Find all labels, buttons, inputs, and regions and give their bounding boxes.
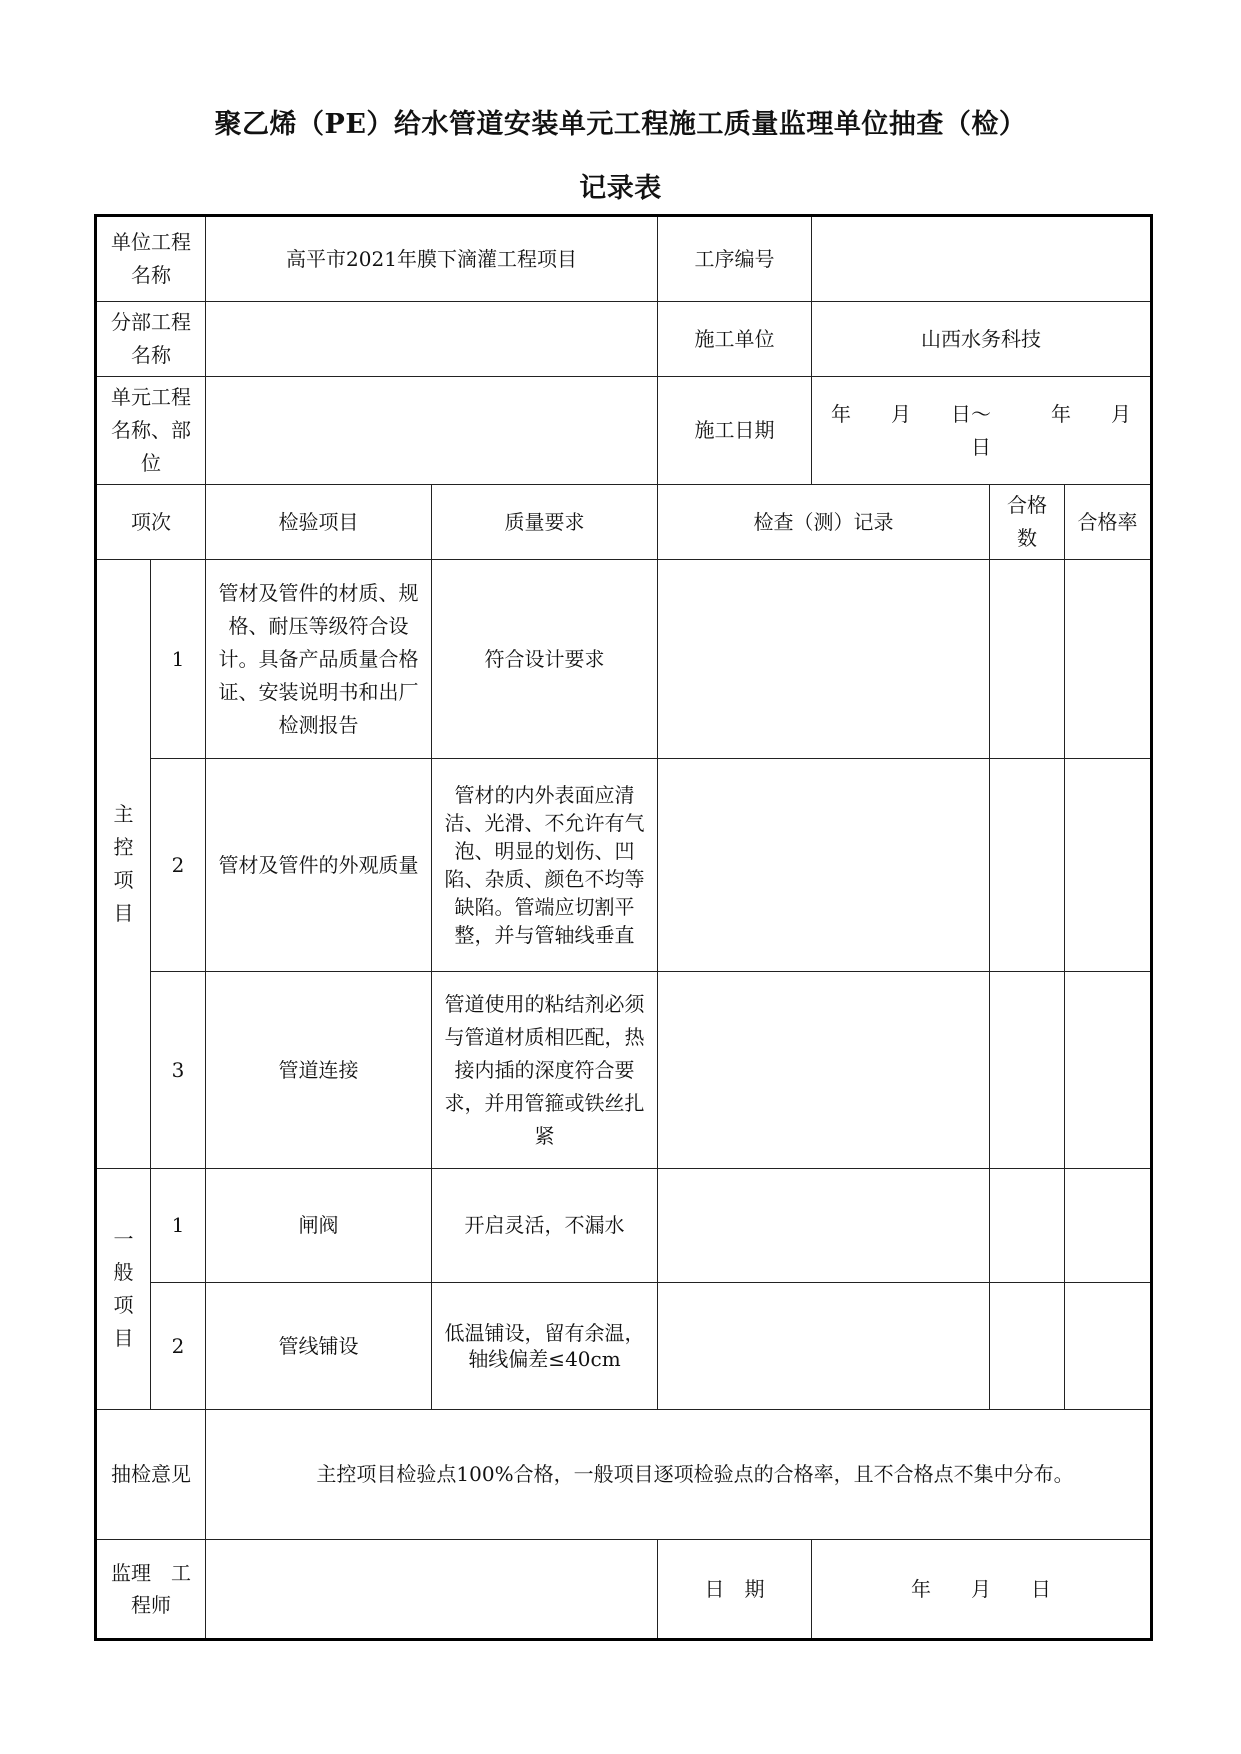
- main-item-no: 3: [151, 972, 206, 1169]
- general-item-no: 1: [151, 1169, 206, 1283]
- table-row: [96, 1283, 1152, 1410]
- general-item-no: 2: [151, 1283, 206, 1410]
- signature-date-value[interactable]: 年 月 日: [812, 1540, 1152, 1640]
- main-item-no: 2: [151, 759, 206, 972]
- main-item-no: 1: [151, 560, 206, 759]
- general-item-record[interactable]: [658, 1283, 990, 1410]
- signature-row: [96, 1540, 1152, 1640]
- opinion-label: 抽检意见: [96, 1410, 206, 1540]
- main-item-check: 管材及管件的材质、规格、耐压等级符合设计。具备产品质量合格证、安装说明书和出厂检测报告: [206, 560, 432, 759]
- general-item-pass-rate[interactable]: [1065, 1169, 1152, 1283]
- general-item-pass-count[interactable]: [990, 1283, 1065, 1410]
- main-item-check: 管道连接: [206, 972, 432, 1169]
- main-item-pass-rate[interactable]: [1065, 560, 1152, 759]
- form-title-line1: 聚乙烯（PE）给水管道安装单元工程施工质量监理单位抽查（检）: [214, 109, 1027, 140]
- table-row: [96, 759, 1152, 972]
- header-row-unit-project: [96, 216, 1152, 302]
- construction-date-value[interactable]: 年 月 日～ 年 月 日: [812, 377, 1152, 485]
- main-item-pass-count[interactable]: [990, 759, 1065, 972]
- process-no-label: 工序编号: [658, 216, 812, 302]
- header-row-sub-project: [96, 302, 1152, 377]
- main-item-pass-count[interactable]: [990, 972, 1065, 1169]
- main-item-pass-rate[interactable]: [1065, 759, 1152, 972]
- main-item-requirement: 管道使用的粘结剂必须与管道材质相匹配，热接内插的深度符合要求，并用管箍或铁丝扎紧: [432, 972, 658, 1169]
- contractor-value[interactable]: 山西水务科技: [812, 302, 1152, 377]
- signature-date-label: 日 期: [658, 1540, 812, 1640]
- col-record: 检查（测）记录: [658, 485, 990, 560]
- element-label: 单元工程名称、部位: [96, 377, 206, 485]
- unit-project-value[interactable]: 高平市2021年膜下滴灌工程项目: [206, 216, 658, 302]
- inspection-record-table: [94, 214, 1171, 1641]
- general-item-requirement: 低温铺设，留有余温，轴线偏差≤40cm: [432, 1283, 658, 1410]
- general-item-pass-rate[interactable]: [1065, 1283, 1152, 1410]
- table-row: [96, 972, 1152, 1169]
- opinion-text[interactable]: 主控项目检验点100%合格，一般项目逐项检验点的合格率，且不合格点不集中分布。: [206, 1410, 1152, 1540]
- construction-date-label: 施工日期: [658, 377, 812, 485]
- general-item-requirement: 开启灵活，不漏水: [432, 1169, 658, 1283]
- form-title-line2: 记录表: [579, 173, 662, 204]
- col-requirement: 质量要求: [432, 485, 658, 560]
- main-item-pass-count[interactable]: [990, 560, 1065, 759]
- engineer-label: 监理 工程师: [96, 1540, 206, 1640]
- general-items-group-label: 一 般 项 目: [96, 1169, 151, 1410]
- opinion-row: [96, 1410, 1152, 1540]
- general-item-check: 管线铺设: [206, 1283, 432, 1410]
- main-item-requirement: 符合设计要求: [432, 560, 658, 759]
- general-item-check: 闸阀: [206, 1169, 432, 1283]
- col-pass-rate: 合格率: [1065, 485, 1152, 560]
- element-value[interactable]: [206, 377, 658, 485]
- general-item-pass-count[interactable]: [990, 1169, 1065, 1283]
- contractor-label: 施工单位: [658, 302, 812, 377]
- unit-project-label: 单位工程名称: [96, 216, 206, 302]
- process-no-value[interactable]: [812, 216, 1152, 302]
- main-item-record[interactable]: [658, 759, 990, 972]
- table-row: [96, 560, 1152, 759]
- main-item-pass-rate[interactable]: [1065, 972, 1152, 1169]
- col-pass-count: 合格数: [990, 485, 1065, 560]
- main-item-requirement: 管材的内外表面应清洁、光滑、不允许有气泡、明显的划伤、凹陷、杂质、颜色不均等缺陷。管端应切割平整，并与管轴线垂直: [432, 759, 658, 972]
- main-item-record[interactable]: [658, 560, 990, 759]
- sub-project-label: 分部工程名称: [96, 302, 206, 377]
- general-item-record[interactable]: [658, 1169, 990, 1283]
- header-row-element: [96, 377, 1152, 485]
- col-item-no: 项次: [96, 485, 206, 560]
- table-row: [96, 1169, 1152, 1283]
- main-items-group-label: 主 控 项 目: [96, 560, 151, 1169]
- main-item-check: 管材及管件的外观质量: [206, 759, 432, 972]
- main-item-record[interactable]: [658, 972, 990, 1169]
- engineer-signature[interactable]: [206, 1540, 658, 1640]
- col-check-item: 检验项目: [206, 485, 432, 560]
- column-header-row: [96, 485, 1152, 560]
- sub-project-value[interactable]: [206, 302, 658, 377]
